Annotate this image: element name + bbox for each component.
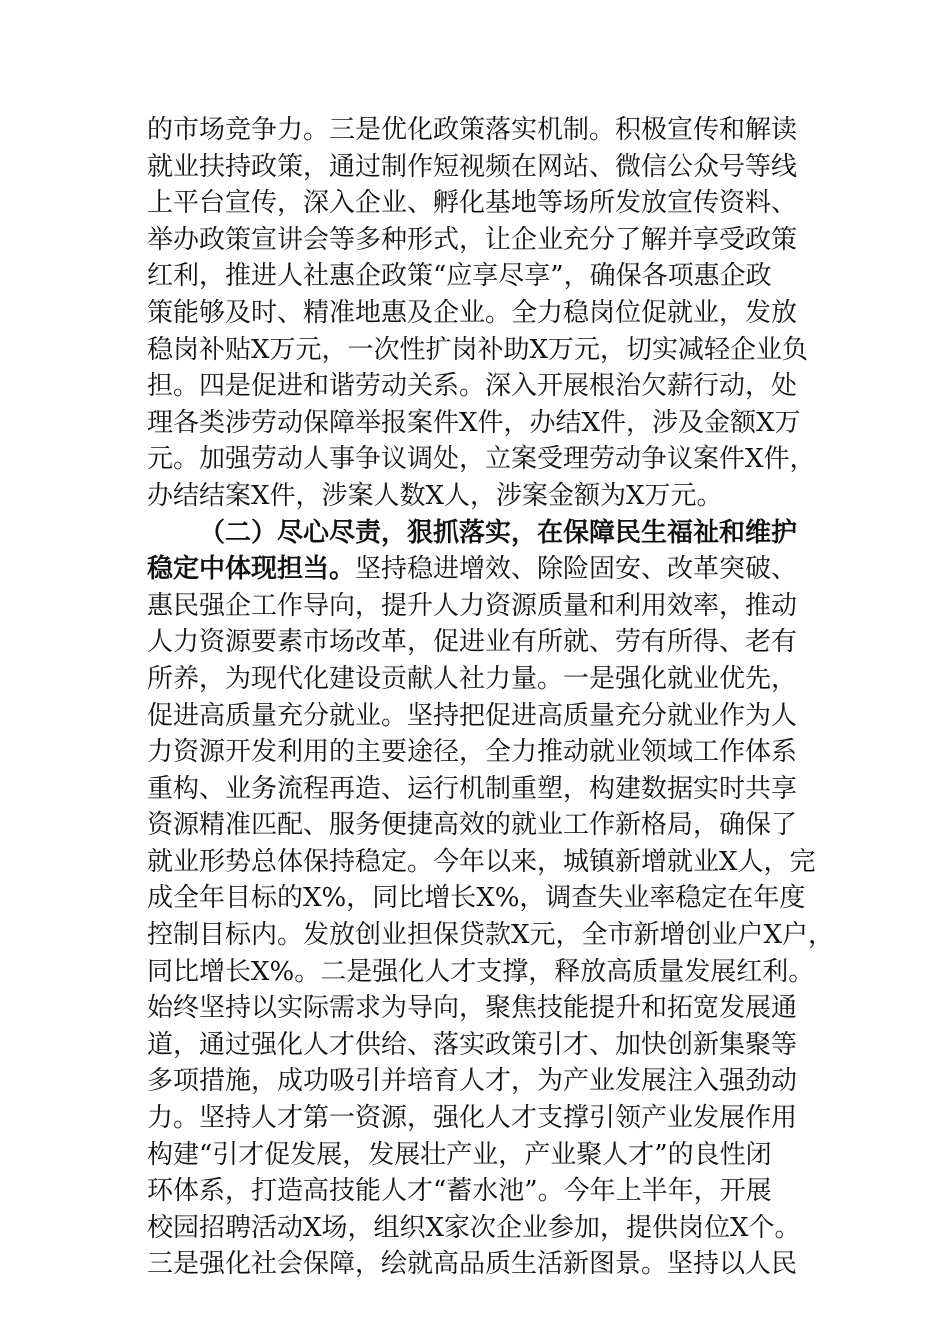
text-line <box>147 332 807 369</box>
line-text: 同比增长X%。二是强化人才支撑，释放高质量发展红利。 <box>147 956 815 987</box>
document-body <box>147 112 835 1283</box>
section-heading-continued: 稳定中体现担当。 <box>147 554 356 585</box>
text-line <box>147 1137 807 1174</box>
line-text: 成全年目标的X%，同比增长X%，调查失业率稳定在年度 <box>147 883 806 914</box>
text-line <box>147 405 807 442</box>
line-text: 力。坚持人才第一资源，强化人才支撑引领产业发展作用 <box>147 1103 798 1134</box>
text-line <box>147 1173 807 1210</box>
line-text: 多项措施，成功吸引并培育人才，为产业发展注入强劲动 <box>147 1066 798 1097</box>
line-text: 环体系，打造高技能人才“蓄水池”。今年上半年，开展 <box>147 1176 772 1207</box>
line-text: 理各类涉劳动保障举报案件X件，办结X件，涉及金额X万 <box>147 407 801 438</box>
line-text: 红利，推进人社惠企政策“应享尽享”，确保各项惠企政 <box>147 261 772 292</box>
text-line <box>147 295 807 332</box>
text-line <box>147 661 807 698</box>
text-line <box>147 1027 807 1064</box>
text-line <box>147 880 807 917</box>
text-line <box>147 954 815 991</box>
line-text: 道，通过强化人才供给、落实政策引才、加快创新集聚等 <box>147 1029 798 1060</box>
text-line <box>147 698 807 735</box>
section-heading-line <box>147 515 807 552</box>
text-line <box>147 1246 807 1283</box>
text-line <box>147 258 807 295</box>
line-text: 惠民强企工作导向，提升人力资源质量和利用效率，推动 <box>147 590 798 621</box>
text-line <box>147 734 807 771</box>
text-line <box>147 990 807 1027</box>
text-line <box>147 149 807 186</box>
line-text: 力资源开发利用的主要途径，全力推动就业领域工作体系 <box>147 737 798 768</box>
line-text: 坚持稳进增效、除险固安、改革突破、 <box>355 554 798 585</box>
line-text: 重构、业务流程再造、运行机制重塑，构建数据实时共享 <box>147 773 798 804</box>
line-text: 始终坚持以实际需求为导向，聚焦技能提升和拓宽发展通 <box>147 993 798 1024</box>
line-text: 构建“引才促发展，发展壮产业，产业聚人才”的良性闭 <box>147 1139 772 1170</box>
text-line <box>147 368 807 405</box>
text-line <box>147 844 816 881</box>
text-line <box>147 807 807 844</box>
text-line <box>147 917 835 954</box>
line-text: 所养，为现代化建设贡献人社力量。一是强化就业优先， <box>147 663 798 694</box>
line-text: 控制目标内。发放创业担保贷款X元，全市新增创业户X户， <box>147 920 835 951</box>
text-line <box>147 771 807 808</box>
text-line <box>147 1063 807 1100</box>
line-text: 策能够及时、精准地惠及企业。全力稳岗位促就业，发放 <box>147 297 798 328</box>
text-line <box>147 551 807 588</box>
text-line <box>147 222 807 259</box>
line-text: 促进高质量充分就业。坚持把促进高质量充分就业作为人 <box>147 700 798 731</box>
text-line <box>147 478 807 515</box>
text-line <box>147 624 807 661</box>
line-text: 稳岗补贴X万元，一次性扩岗补助X万元，切实减轻企业负 <box>147 334 809 365</box>
text-line <box>147 185 807 222</box>
line-text: 办结结案X件，涉案人数X人，涉案金额为X万元。 <box>147 480 723 511</box>
section-heading: （二）尽心尽责，狠抓落实，在保障民生福祉和维护 <box>199 517 798 548</box>
line-text: 元。加强劳动人事争议调处，立案受理劳动争议案件X件， <box>147 444 816 475</box>
line-text: 举办政策宣讲会等多种形式，让企业充分了解并享受政策 <box>147 224 798 255</box>
line-text: 三是强化社会保障，绘就高品质生活新图景。坚持以人民 <box>147 1249 798 1280</box>
text-line <box>147 588 807 625</box>
text-line <box>147 1100 807 1137</box>
line-text: 就业扶持政策，通过制作短视频在网站、微信公众号等线 <box>147 151 798 182</box>
text-line <box>147 112 807 149</box>
line-text: 担。四是促进和谐劳动关系。深入开展根治欠薪行动，处 <box>147 371 798 402</box>
line-text: 上平台宣传，深入企业、孵化基地等场所发放宣传资料、 <box>147 188 798 219</box>
text-line <box>147 441 816 478</box>
line-text: 校园招聘活动X场，组织X家次企业参加，提供岗位X个。 <box>147 1212 801 1243</box>
line-text: 就业形势总体保持稳定。今年以来，城镇新增就业X人，完 <box>147 846 816 877</box>
line-text: 资源精准匹配、服务便捷高效的就业工作新格局，确保了 <box>147 810 798 841</box>
text-line <box>147 1210 807 1247</box>
line-text: 人力资源要素市场改革，促进业有所就、劳有所得、老有 <box>147 627 798 658</box>
line-text: 的市场竞争力。三是优化政策落实机制。积极宣传和解读 <box>147 115 798 145</box>
